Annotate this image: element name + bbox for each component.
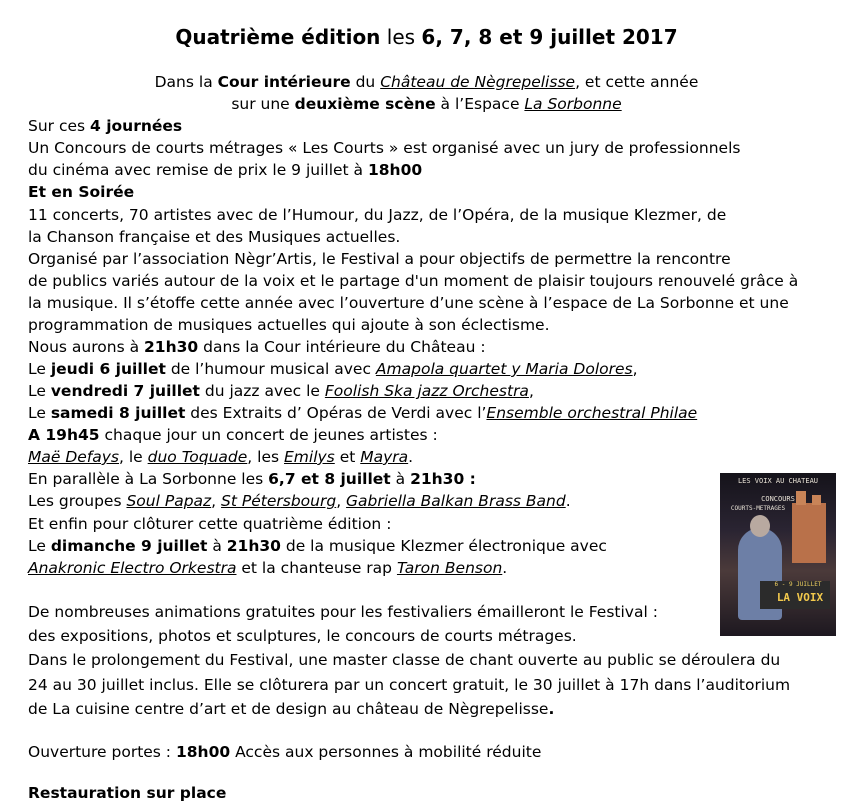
journees-line-3 [28,160,422,180]
text: du jazz avec le [199,382,325,400]
poster-castle-shape [792,503,826,563]
programme-vendredi [28,381,534,401]
text: , [211,492,222,510]
taron-benson-link[interactable]: Taron Benson [396,559,503,577]
text: , [336,492,347,510]
chateau-link[interactable]: Château de Nègrepelisse [380,73,576,91]
journees-heading [28,116,182,136]
festival-poster-image [720,473,836,636]
soiree-line-7: programmation de musiques actuelles qui ajoute à son éclectisme. [28,316,550,334]
text: Nous aurons à [28,338,144,356]
gabriella-balkan-link[interactable]: Gabriella Balkan Brass Band [346,492,566,510]
title-edition: Quatrième édition [175,25,381,49]
text: Sur ces [28,117,91,135]
soiree-line-6: la musique. Il s’étoffe cette année avec l’ouverture d’une scène à l’espace de La Sorbonne et une [28,294,789,312]
text: . [565,492,571,510]
text: Le [28,382,51,400]
programme-groupes [28,491,571,511]
text: Dans la [154,73,218,91]
poster-la-voix: LA VOIX [776,591,824,604]
text-bold: . [548,700,555,718]
title-dates: 6, 7, 8 et 9 juillet 2017 [421,25,678,49]
text: du cinéma avec remise de prix le 9 juillet à [28,161,368,179]
soiree-line-3: la Chanson française et des Musiques actuelles. [28,228,401,246]
programme-jeudi [28,359,638,379]
mayra-link[interactable]: Mayra [360,448,409,466]
sorbonne-link[interactable]: La Sorbonne [524,95,622,113]
text: . [502,559,508,577]
text: à [390,470,411,488]
animations-line-2: des expositions, photos et sculptures, le concours de courts métrages. [28,627,577,645]
text: et la chanteuse rap [236,559,397,577]
animations-line-4: 24 au 30 juillet inclus. Elle se clôturera par un concert gratuit, le 30 juillet à 17h dans l’auditorium [28,676,791,694]
text: des Extraits d’ Opéras de Verdi avec l’ [185,404,487,422]
soiree-line-2: 11 concerts, 70 artistes avec de l’Humour, du Jazz, de l’Opéra, de la musique Klezmer, de [28,206,727,224]
duo-toquade-link[interactable]: duo Toquade [147,448,248,466]
text: Ouverture portes : [28,743,176,761]
text: . [408,448,414,466]
text-bold: 21h30 [144,338,199,356]
text-bold: jeudi 6 juillet [50,360,166,378]
text: Les groupes [28,492,127,510]
animations-line-5 [28,699,554,719]
amapola-link[interactable]: Amapola quartet y Maria Dolores [375,360,633,378]
title-connector: les [380,25,422,49]
programme-samedi [28,403,697,423]
poster-header: LES VOIX AU CHATEAU [737,477,819,485]
text: et [334,448,361,466]
intro-line-1 [0,72,853,92]
emilys-link[interactable]: Emilys [284,448,335,466]
programme-jeunes-artistes [28,447,413,467]
text: Accès aux personnes à mobilité réduite [230,743,542,761]
text-bold: 21h30 [226,537,281,555]
text: de la musique Klezmer électronique avec [280,537,607,555]
soiree-line-8 [28,337,486,357]
restauration-heading [28,783,226,803]
text: de l’humour musical avec [165,360,376,378]
poster-courts-metrages: COURTS-METRAGES [730,505,786,512]
text: , [632,360,638,378]
text: Le [28,404,51,422]
poster-dates: 6 - 9 JUILLET [774,581,822,588]
programme-dimanche [28,536,607,556]
anakronic-link[interactable]: Anakronic Electro Orkestra [28,559,237,577]
text-bold: 6,7 et 8 juillet [268,470,391,488]
text: , les [247,448,284,466]
text: , le [119,448,148,466]
ouverture-line [28,742,541,762]
text-bold: Cour intérieure [217,73,351,91]
programme-sorbonne [28,469,476,489]
soiree-line-5: de publics variés autour de la voix et le partage d'un moment de plaisir toujours renouvelé grâce à [28,272,799,290]
text-bold: 4 journées [90,117,183,135]
text-bold: 18h00 [175,743,231,761]
intro-line-2 [0,94,853,114]
foolish-ska-link[interactable]: Foolish Ska jazz Orchestra [324,382,529,400]
programme-19h45 [28,425,438,445]
text: Le [28,537,51,555]
st-petersbourg-link[interactable]: St Pétersbourg [221,492,337,510]
ensemble-philae-link[interactable]: Ensemble orchestral Philae [486,404,698,422]
text: dans la Cour intérieure du Château : [198,338,486,356]
text-bold: 18h00 [367,161,423,179]
journees-line-2: Un Concours de courts métrages « Les Courts » est organisé avec un jury de professionnels [28,139,741,157]
mae-defays-link[interactable]: Maë Defays [28,448,120,466]
text: du [350,73,381,91]
text-bold: A 19h45 [28,426,100,444]
text: En parallèle à La Sorbonne les [28,470,269,488]
page-title [0,24,853,50]
text: à [207,537,227,555]
poster-singer-head [750,515,770,537]
text-bold: dimanche 9 juillet [50,537,208,555]
text-bold: samedi 8 juillet [50,404,186,422]
text-bold: Et [28,183,52,201]
text-bold: vendredi 7 juillet [50,382,200,400]
programme-anakronic [28,558,507,578]
text-bold: en Soirée [51,183,135,201]
text: sur une [231,95,295,113]
soul-papaz-link[interactable]: Soul Papaz [126,492,212,510]
soiree-heading [28,182,134,202]
text: de La cuisine centre d’art et de design au château de Nègrepelisse [28,700,549,718]
text-bold: deuxième scène [294,95,436,113]
text: , [528,382,534,400]
text: à l’Espace [435,95,525,113]
text-bold: Restauration sur place [28,784,227,802]
text: Le [28,360,51,378]
animations-line-3: Dans le prolongement du Festival, une master classe de chant ouverte au public se déroulera du [28,651,781,669]
text-bold: 21h30 : [410,470,476,488]
animations-line-1: De nombreuses animations gratuites pour les festivaliers émailleront le Festival : [28,603,658,621]
programme-enfin: Et enfin pour clôturer cette quatrième édition : [28,515,392,533]
poster-concours: CONCOURS [761,495,795,503]
text: , et cette année [575,73,699,91]
soiree-line-4: Organisé par l’association Nègr’Artis, le Festival a pour objectifs de permettre la rencontre [28,250,731,268]
text: chaque jour un concert de jeunes artistes : [99,426,438,444]
